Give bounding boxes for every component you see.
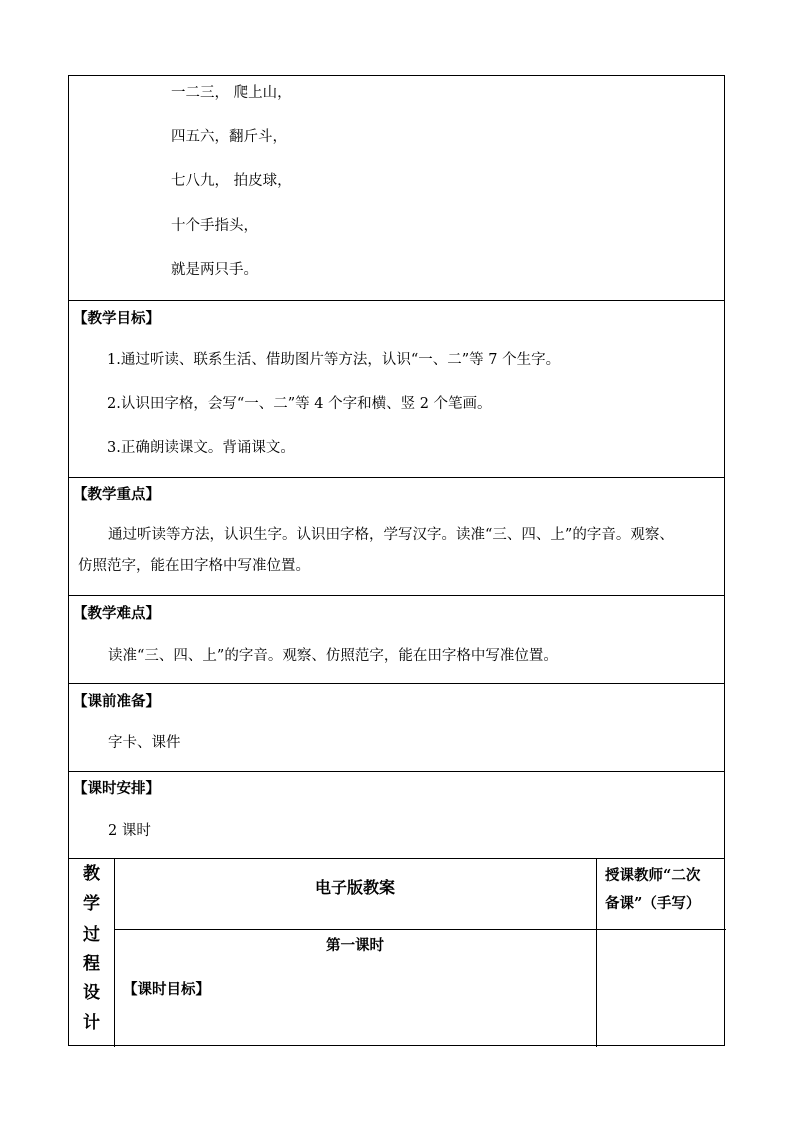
divider: [69, 683, 724, 684]
side-label-char: 过: [83, 925, 100, 945]
side-label-char: 教: [83, 864, 100, 884]
key-points-heading: 【教学重点】: [73, 486, 160, 503]
electronic-plan-header: 电子版教案: [314, 878, 395, 897]
divider: [69, 477, 724, 478]
lesson-plan-table: [68, 75, 725, 1046]
side-label-char: 设: [83, 983, 100, 1003]
difficulties-heading: 【教学难点】: [73, 605, 160, 622]
divider: [69, 595, 724, 596]
side-label-char: 计: [83, 1013, 100, 1033]
goal-item-3: 3.正确朗读课文。背诵课文。: [107, 440, 295, 456]
row-divider: [114, 929, 726, 930]
schedule-text: 2 课时: [108, 823, 151, 839]
poem-line-1: 一二三， 爬上山，: [171, 85, 292, 101]
preparation-heading: 【课前准备】: [73, 693, 160, 710]
divider: [69, 858, 724, 859]
goal-item-2: 2.认识田字格，会写“一、二”等 4 个字和横、竖 2 个笔画。: [107, 396, 492, 412]
key-points-text: 通过听读等方法，认识生字。认识田字格，学写汉字。读准“三、四、上”的字音。观察、仿照范字，能在田字格中写准位置。: [78, 527, 674, 574]
goal-item-1: 1.通过听读、联系生活、借助图片等方法，认识“一、二”等 7 个生字。: [107, 352, 561, 368]
column-divider: [596, 858, 597, 1047]
poem-line-2: 四五六，翻斤斗，: [171, 129, 287, 145]
poem-line-3: 七八九， 拍皮球，: [171, 173, 292, 189]
first-lesson-title: 第一课时: [326, 937, 384, 954]
lesson-goal-heading: 【课时目标】: [123, 981, 210, 998]
divider: [69, 771, 724, 772]
side-label-char: 学: [83, 894, 100, 914]
teacher-notes-header-line2: 备课”（手写）: [605, 895, 701, 912]
difficulties-text: 读准“三、四、上”的字音。观察、仿照范字，能在田字格中写准位置。: [108, 648, 558, 664]
poem-line-5: 就是两只手。: [171, 262, 258, 278]
poem-line-4: 十个手指头，: [171, 218, 258, 234]
preparation-text: 字卡、课件: [108, 735, 181, 751]
teacher-notes-header-line1: 授课教师“二次: [605, 867, 701, 884]
schedule-heading: 【课时安排】: [73, 780, 160, 797]
goals-heading: 【教学目标】: [73, 310, 160, 327]
side-label-char: 程: [83, 954, 100, 974]
divider: [69, 300, 724, 301]
